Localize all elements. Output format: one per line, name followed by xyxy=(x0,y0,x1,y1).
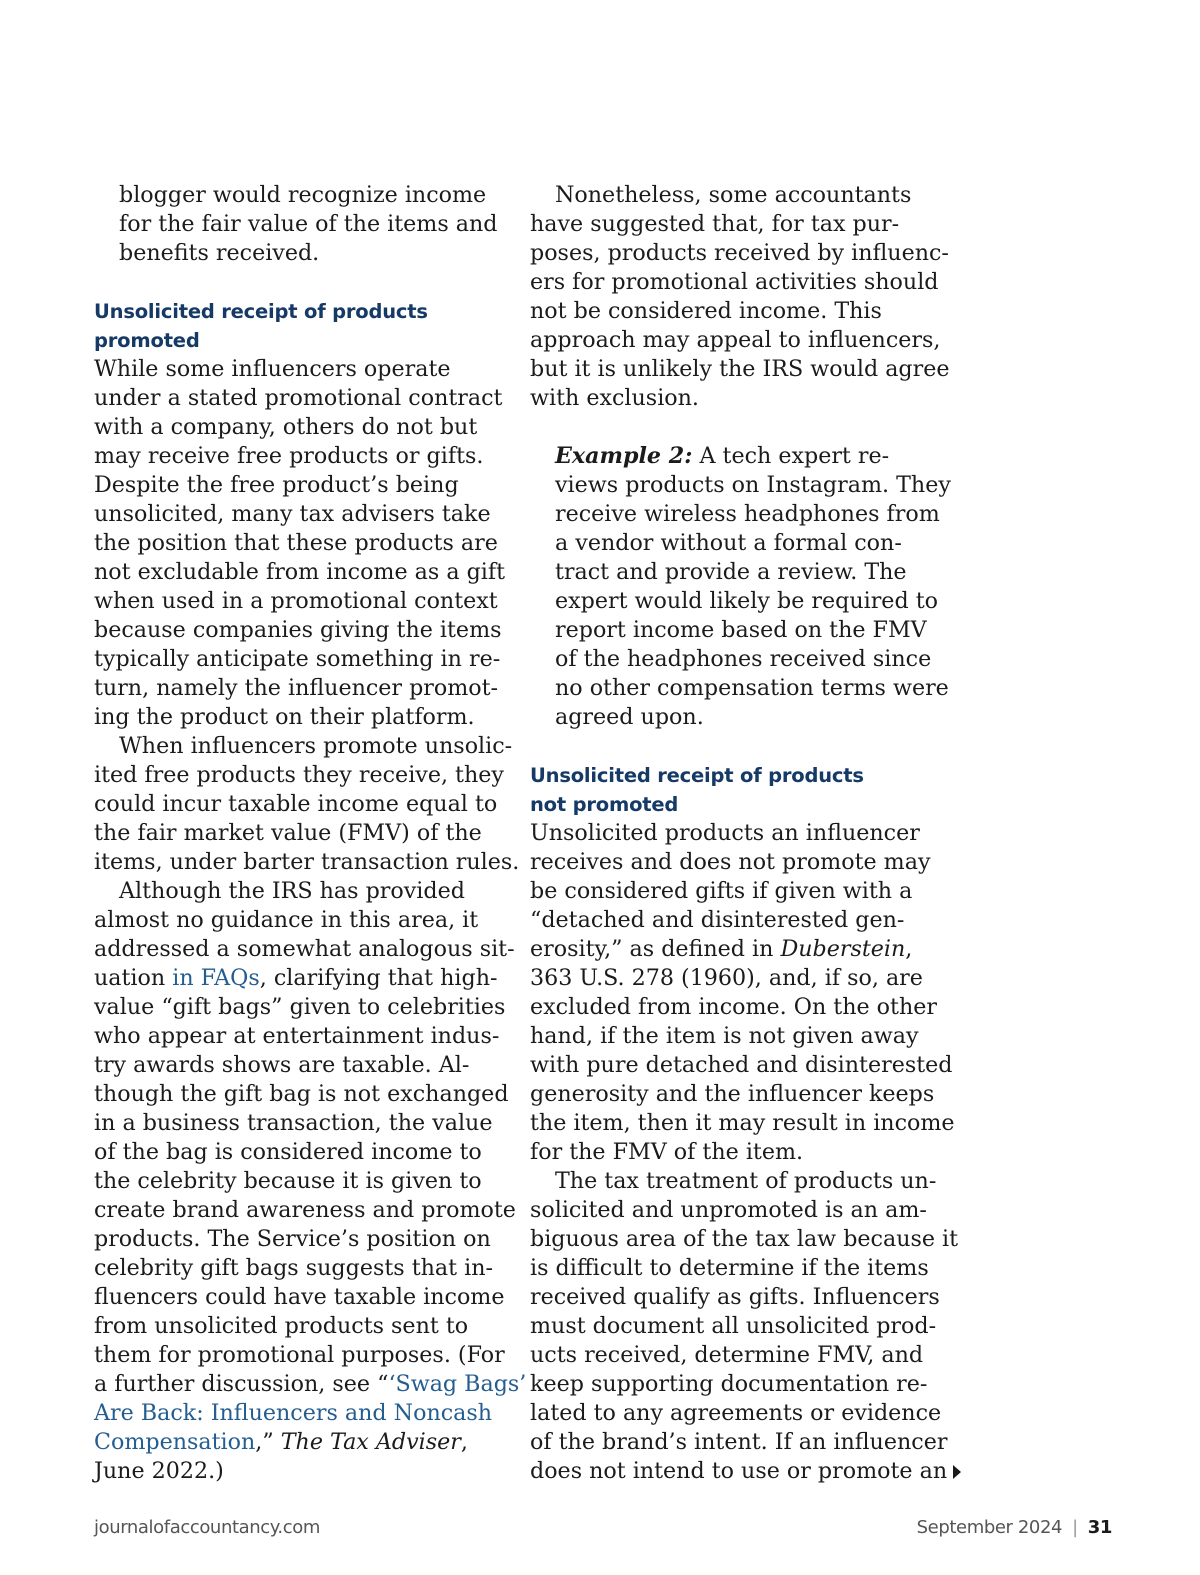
text-line: almost no guidance in this area, it xyxy=(94,907,479,933)
text-line: ing the product on their platform. xyxy=(94,704,475,730)
text-line: of the brand’s intent. If an influencer xyxy=(530,1429,948,1455)
example-label: Example 2: xyxy=(555,443,693,469)
text-line: create brand awareness and promote xyxy=(94,1197,516,1223)
text-line: addressed a somewhat analogous sit- xyxy=(94,936,515,962)
text-line: benefits received. xyxy=(119,240,320,266)
text-line: June 2022.) xyxy=(94,1458,224,1484)
text-line: value “gift bags” given to celebrities xyxy=(94,994,506,1020)
text-line: have suggested that, for tax pur- xyxy=(530,211,900,237)
text-line: them for promotional purposes. (For xyxy=(94,1342,505,1368)
text-line: received qualify as gifts. Influencers xyxy=(530,1284,940,1310)
text-line: not be considered income. This xyxy=(530,298,882,324)
paragraph-tax-treatment xyxy=(530,1167,959,1486)
text-line: ers for promotional activities should xyxy=(530,269,939,295)
text-line: may receive free products or gifts. xyxy=(94,443,484,469)
text-line: could incur taxable income equal to xyxy=(94,791,498,817)
text-line: unsolicited, many tax advisers take xyxy=(94,501,491,527)
swag-bags-article-link[interactable]: ‘Swag Bags’ xyxy=(388,1371,527,1397)
text-line: solicited and unpromoted is an am- xyxy=(530,1197,927,1223)
text-line: a vendor without a formal con- xyxy=(555,530,902,556)
footer-website[interactable]: journalofaccountancy.com xyxy=(94,1517,320,1538)
case-name: Duberstein xyxy=(780,936,906,962)
heading-line: Unsolicited receipt of products xyxy=(530,764,864,787)
issue-date: September 2024 xyxy=(916,1517,1063,1538)
paragraph-duberstein xyxy=(530,819,955,1167)
journal-title: The Tax Adviser xyxy=(280,1429,461,1455)
text-line: blogger would recognize income xyxy=(119,182,487,208)
text-line: poses, products received by influenc- xyxy=(530,240,949,266)
text-line: keep supporting documentation re- xyxy=(530,1371,928,1397)
text-line: biguous area of the tax law because it xyxy=(530,1226,959,1252)
text-line: for the fair value of the items and xyxy=(119,211,498,237)
text-line: because companies giving the items xyxy=(94,617,502,643)
left-column xyxy=(94,181,527,1486)
text-line: hand, if the item is not given away xyxy=(530,1023,919,1049)
text-line: products. The Service’s position on xyxy=(94,1226,491,1252)
footer-separator: | xyxy=(1072,1517,1078,1538)
text-line: but it is unlikely the IRS would agree xyxy=(530,356,950,382)
text-line: from unsolicited products sent to xyxy=(94,1313,469,1339)
text-line: Despite the free product’s being xyxy=(94,472,459,498)
right-column xyxy=(530,181,959,1486)
text-line: agreed upon. xyxy=(555,704,704,730)
page-number: 31 xyxy=(1087,1517,1112,1538)
text-line: try awards shows are taxable. Al- xyxy=(94,1052,470,1078)
text-line: tract and provide a review. The xyxy=(555,559,907,585)
text-line: fluencers could have taxable income xyxy=(94,1284,505,1310)
text-line: While some influencers operate xyxy=(94,356,451,382)
paragraph-gift-bags xyxy=(94,877,527,1486)
text-line: Although the IRS has provided xyxy=(119,878,465,904)
text-line: typically anticipate something in re- xyxy=(94,646,501,672)
text-line: who appear at entertainment indus- xyxy=(94,1023,500,1049)
text-line: Nonetheless, some accountants xyxy=(555,182,912,208)
text-line: erosity,” as defined in Duberstein, xyxy=(530,936,913,962)
text-line: the fair market value (FMV) of the xyxy=(94,820,482,846)
text-line: with exclusion. xyxy=(530,385,699,411)
text-line: expert would likely be required to xyxy=(555,588,938,614)
text-line: receive wireless headphones from xyxy=(555,501,940,527)
text-line: under a stated promotional contract xyxy=(94,385,503,411)
text-line: a further discussion, see “‘Swag Bags’ xyxy=(94,1371,527,1397)
text-line: The tax treatment of products un- xyxy=(555,1168,937,1194)
intro-paragraph xyxy=(94,181,506,268)
text-line: uation in FAQs, clarifying that high- xyxy=(94,965,498,991)
text-line: turn, namely the influencer promot- xyxy=(94,675,499,701)
text-line: not excludable from income as a gift xyxy=(94,559,506,585)
swag-bags-article-link[interactable]: Are Back: Influencers and Noncash xyxy=(94,1400,493,1426)
text-line: must document all unsolicited prod- xyxy=(530,1313,937,1339)
text-line: lated to any agreements or evidence xyxy=(530,1400,942,1426)
continue-arrow-icon xyxy=(953,1465,961,1479)
text-line: Compensation,” The Tax Adviser, xyxy=(94,1429,468,1455)
example-2-block xyxy=(530,442,951,732)
text-line: though the gift bag is not exchanged xyxy=(94,1081,509,1107)
paragraph-contract xyxy=(94,355,506,732)
text-line: for the FMV of the item. xyxy=(530,1139,804,1165)
text-line: celebrity gift bags suggests that in- xyxy=(94,1255,493,1281)
text-line: excluded from income. On the other xyxy=(530,994,937,1020)
text-line: of the headphones received since xyxy=(555,646,932,672)
section-heading-promoted xyxy=(94,297,506,355)
text-line: items, under barter transaction rules. xyxy=(94,849,520,875)
text-line: ucts received, determine FMV, and xyxy=(530,1342,924,1368)
footer-issue-info xyxy=(917,1517,1112,1538)
text-line: Unsolicited products an influencer xyxy=(530,820,920,846)
text-line: the item, then it may result in income xyxy=(530,1110,955,1136)
text-line: views products on Instagram. They xyxy=(555,472,951,498)
text-line: in a business transaction, the value xyxy=(94,1110,493,1136)
text-line: the position that these products are xyxy=(94,530,498,556)
heading-line: not promoted xyxy=(530,793,679,816)
paragraph-barter xyxy=(94,732,520,877)
text-line: of the bag is considered income to xyxy=(94,1139,482,1165)
text-line: 363 U.S. 278 (1960), and, if so, are xyxy=(530,965,923,991)
text-line: receives and does not promote may xyxy=(530,849,931,875)
faqs-link[interactable]: in FAQs xyxy=(172,965,260,991)
paragraph-accountants xyxy=(530,181,950,413)
text-line: when used in a promotional context xyxy=(94,588,498,614)
text-line: Example 2: A tech expert re- xyxy=(555,443,890,469)
text-line: generosity and the influencer keeps xyxy=(530,1081,935,1107)
text-line: report income based on the FMV xyxy=(555,617,927,643)
text-line: “detached and disinterested gen- xyxy=(530,907,905,933)
text-line: is difficult to determine if the items xyxy=(530,1255,929,1281)
text-line: with a company, others do not but xyxy=(94,414,478,440)
swag-bags-article-link[interactable]: Compensation xyxy=(94,1429,256,1455)
heading-line: Unsolicited receipt of products xyxy=(94,300,428,323)
text-line: When influencers promote unsolic- xyxy=(119,733,513,759)
text-line: the celebrity because it is given to xyxy=(94,1168,482,1194)
text-line: be considered gifts if given with a xyxy=(530,878,913,904)
text-line: approach may appeal to influencers, xyxy=(530,327,941,353)
text-line: with pure detached and disinterested xyxy=(530,1052,953,1078)
text-line: does not intend to use or promote an xyxy=(530,1457,942,1486)
text-line: no other compensation terms were xyxy=(555,675,949,701)
heading-line: promoted xyxy=(94,329,200,352)
section-heading-not-promoted xyxy=(530,761,942,819)
text-line: ited free products they receive, they xyxy=(94,762,504,788)
